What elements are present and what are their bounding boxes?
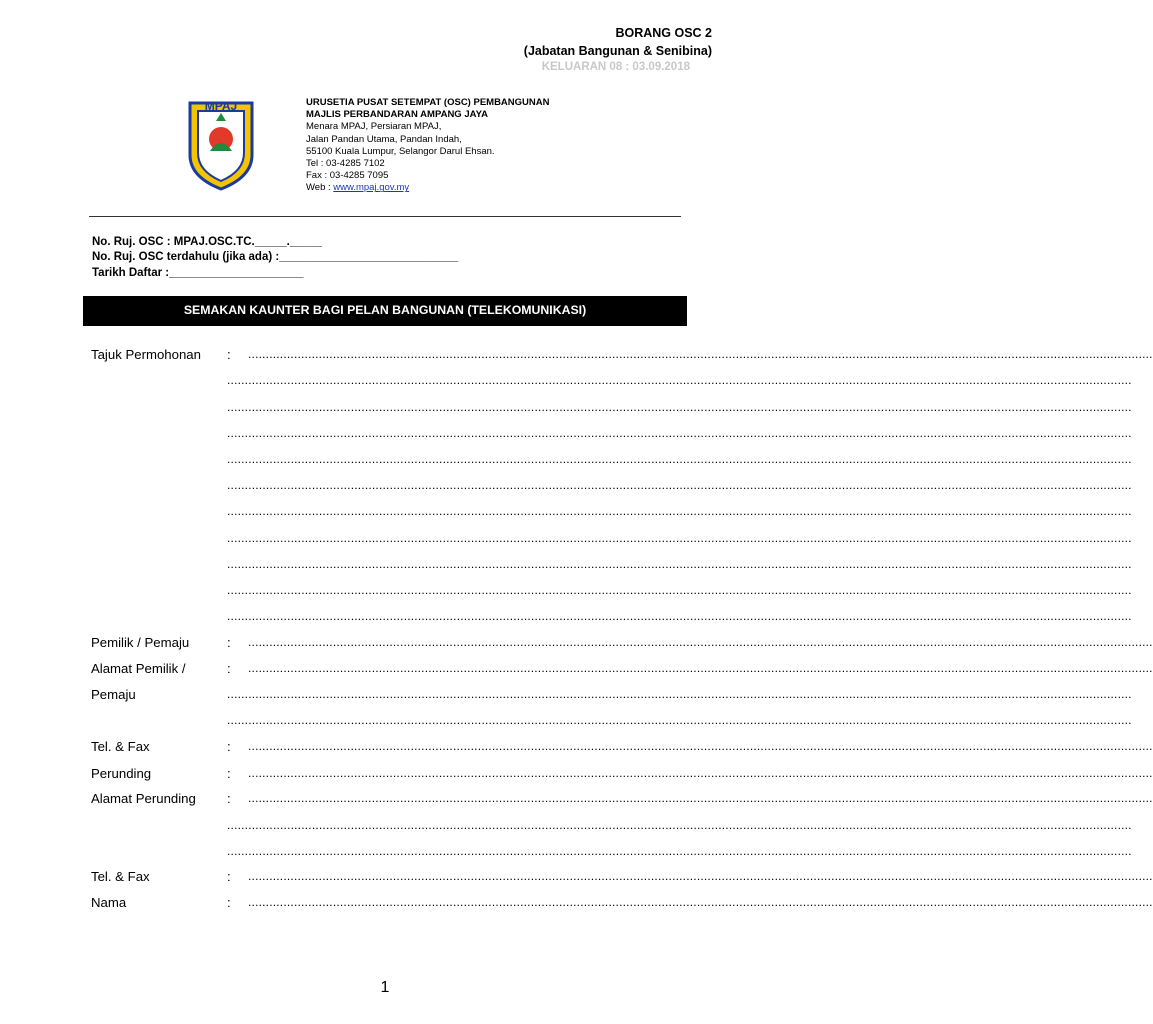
ruj-osc-previous: No. Ruj. OSC terdahulu (jika ada) :____________________________ <box>92 251 459 263</box>
tajuk-input-line-8[interactable]: ................................................................................................................................................................................................................................................................ <box>227 531 1132 545</box>
svg-text:MPAJ: MPAJ <box>204 99 238 113</box>
label-alamat-pemilik-cont: Pemaju <box>91 687 136 702</box>
label-pemilik: Pemilik / Pemaju <box>91 635 190 650</box>
alamat-pemilik-input-2[interactable]: ................................................................................................................................................................................................................................................................ <box>227 687 1132 701</box>
label-alamat-pemilik: Alamat Pemilik / <box>91 661 186 676</box>
alamat-pemilik-input-1[interactable]: ................................................................................................................................................................................................................................................................ <box>248 661 1153 675</box>
tel-fax-perunding-input[interactable]: ................................................................................................................................................................................................................................................................ <box>248 869 1153 883</box>
org-address3: 55100 Kuala Lumpur, Selangor Darul Ehsan. <box>306 145 495 157</box>
org-info <box>306 97 549 195</box>
label-tel-fax-pemilik: Tel. & Fax <box>91 739 150 754</box>
department: (Jabatan Bangunan & Senibina) <box>523 44 712 58</box>
web-label: Web : <box>306 182 334 194</box>
tajuk-input-line-9[interactable]: ................................................................................................................................................................................................................................................................ <box>227 557 1132 571</box>
label-nama: Nama <box>91 895 127 910</box>
alamat-perunding-input-1[interactable]: ................................................................................................................................................................................................................................................................ <box>248 791 1153 805</box>
tajuk-input-line-6[interactable]: ................................................................................................................................................................................................................................................................ <box>227 478 1132 492</box>
colon: : <box>227 635 231 650</box>
nama-input[interactable]: ................................................................................................................................................................................................................................................................ <box>248 895 1153 909</box>
org-address1: Menara MPAJ, Persiaran MPAJ, <box>306 121 442 133</box>
alamat-perunding-input-2[interactable]: ................................................................................................................................................................................................................................................................ <box>227 818 1132 832</box>
tajuk-input-line-5[interactable]: ................................................................................................................................................................................................................................................................ <box>227 452 1132 466</box>
label-perunding: Perunding <box>91 766 152 781</box>
ruj-osc: No. Ruj. OSC : MPAJ.OSC.TC._____._____ <box>92 236 322 248</box>
perunding-input[interactable]: ................................................................................................................................................................................................................................................................ <box>248 766 1153 780</box>
page-number: 1 <box>380 979 390 996</box>
org-fax: Fax : 03-4285 7095 <box>306 170 389 182</box>
label-tel-fax-perunding: Tel. & Fax <box>91 869 150 884</box>
tajuk-input-line-4[interactable]: ................................................................................................................................................................................................................................................................ <box>227 426 1132 440</box>
section-title-banner: SEMAKAN KAUNTER BAGI PELAN BANGUNAN (TELEKOMUNIKASI) <box>83 296 687 326</box>
alamat-pemilik-input-3[interactable]: ................................................................................................................................................................................................................................................................ <box>227 713 1132 727</box>
colon: : <box>227 347 231 362</box>
colon: : <box>227 869 231 884</box>
tajuk-input-line-10[interactable]: ................................................................................................................................................................................................................................................................ <box>227 583 1132 597</box>
colon: : <box>227 661 231 676</box>
label-tajuk: Tajuk Permohonan <box>91 347 201 362</box>
form-title: BORANG OSC 2 <box>615 26 712 40</box>
tajuk-input-line-3[interactable]: ................................................................................................................................................................................................................................................................ <box>227 400 1132 414</box>
edition: KELUARAN 08 : 03.09.2018 <box>541 61 690 73</box>
tajuk-input-line-11[interactable]: ................................................................................................................................................................................................................................................................ <box>227 609 1132 623</box>
org-line1: URUSETIA PUSAT SETEMPAT (OSC) PEMBANGUNAN <box>306 97 550 108</box>
colon: : <box>227 791 231 806</box>
label-alamat-perunding: Alamat Perunding <box>91 791 196 806</box>
colon: : <box>227 766 231 781</box>
org-address2: Jalan Pandan Utama, Pandan Indah, <box>306 133 462 145</box>
alamat-perunding-input-3[interactable]: ................................................................................................................................................................................................................................................................ <box>227 844 1132 858</box>
header-divider <box>89 216 681 217</box>
org-tel: Tel : 03-4285 7102 <box>306 158 385 170</box>
tajuk-input-line-7[interactable]: ................................................................................................................................................................................................................................................................ <box>227 504 1132 518</box>
register-date: Tarikh Daftar :_____________________ <box>92 267 304 279</box>
tajuk-input-line-1[interactable]: ................................................................................................................................................................................................................................................................ <box>248 347 1153 361</box>
pemilik-input[interactable]: ................................................................................................................................................................................................................................................................ <box>248 635 1153 649</box>
org-web <box>306 182 549 194</box>
colon: : <box>227 739 231 754</box>
tel-fax-pemilik-input[interactable]: ................................................................................................................................................................................................................................................................ <box>248 739 1153 753</box>
colon: : <box>227 895 231 910</box>
mpaj-logo <box>186 95 256 191</box>
org-line2: MAJLIS PERBANDARAN AMPANG JAYA <box>306 109 488 121</box>
tajuk-input-line-2[interactable]: ................................................................................................................................................................................................................................................................ <box>227 373 1132 387</box>
web-link[interactable]: www.mpaj.gov.my <box>333 182 410 194</box>
